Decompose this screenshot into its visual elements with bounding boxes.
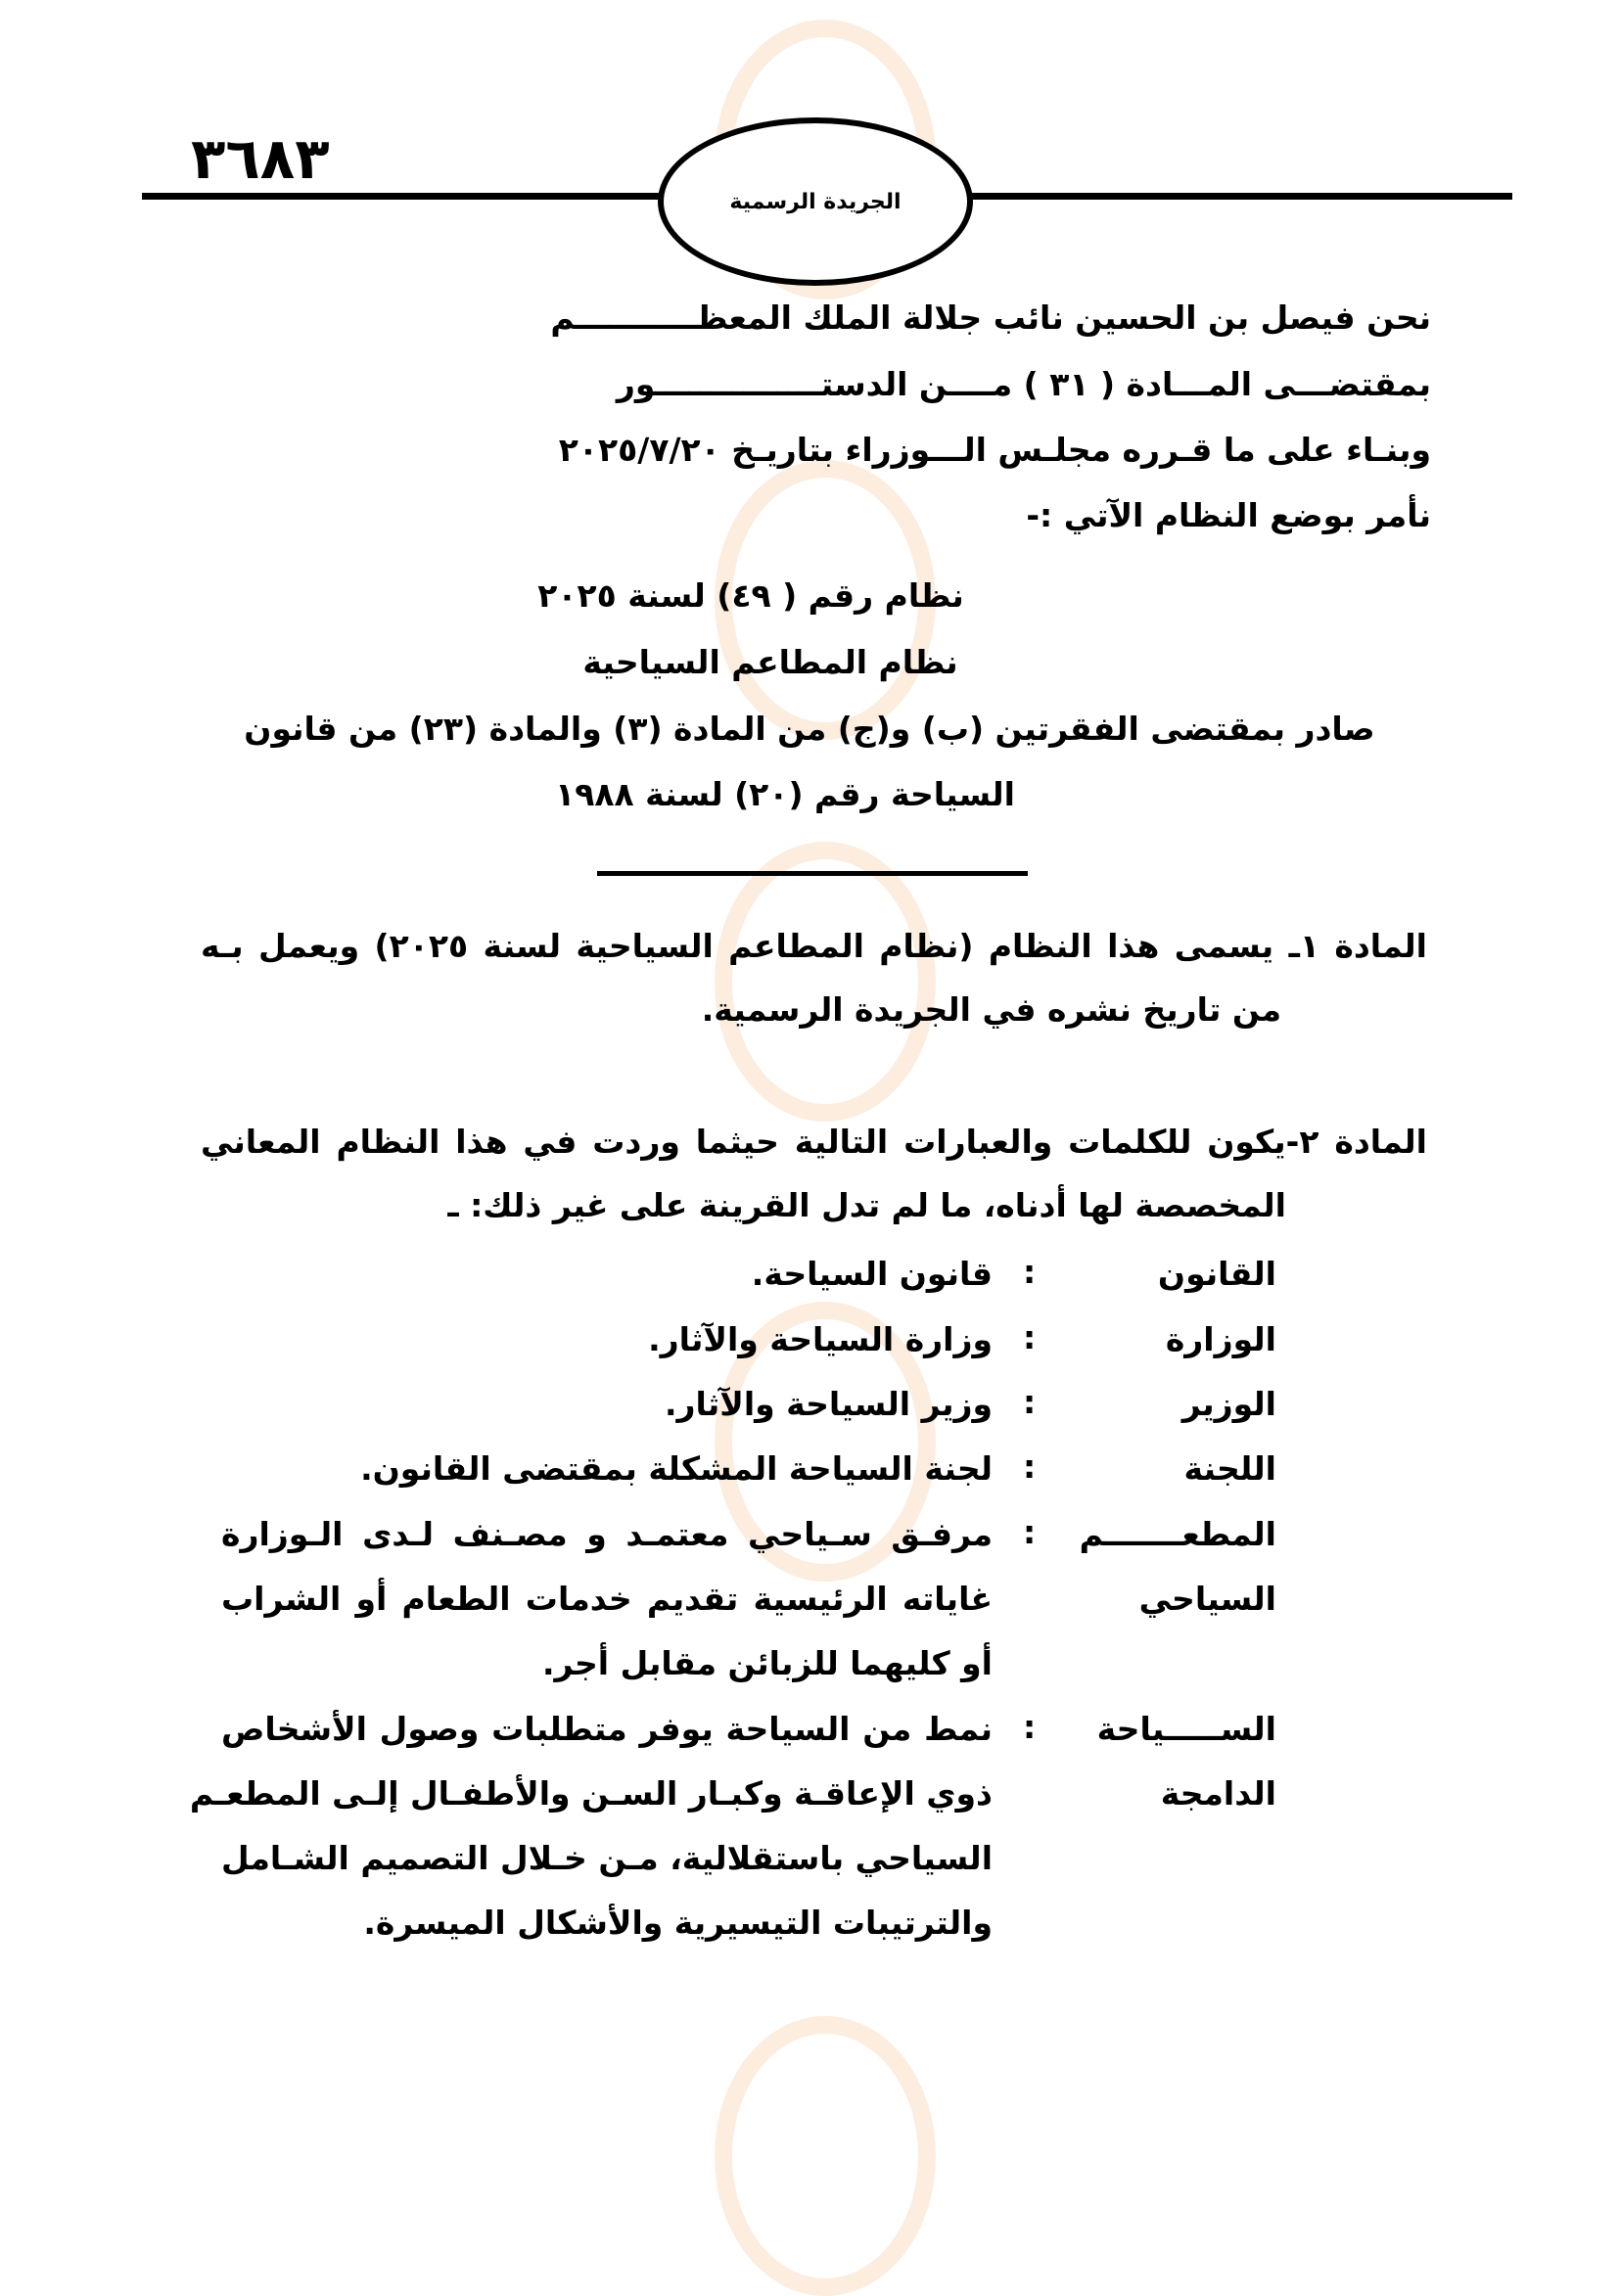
article-1-line <box>201 927 1427 965</box>
article-1-text: المادة ١ـ يسمى هذا النظام (نظام المطاعم السياحية لسنة ٢٠٢٥) ويعمل بـه <box>201 927 1427 965</box>
definition-text: والترتيبات التيسيرية والأشكال الميسرة. <box>363 1904 993 1942</box>
definition-text <box>221 1515 993 1553</box>
section-rule <box>597 871 1028 876</box>
definition-line: ذوي الإعاقـة وكبـار السـن والأطفـال إلـى المطعـم <box>189 1774 993 1813</box>
definition-text: أو كليهما للزبائن مقابل أجر. <box>541 1644 993 1682</box>
definition-text <box>221 1580 993 1618</box>
definition-line: غاياته الرئيسية تقديم خدمات الطعام أو الشراب <box>221 1580 993 1618</box>
watermark-clock <box>715 842 936 1122</box>
definition-term: القانون <box>1157 1255 1276 1293</box>
preamble-line: نحن فيصل بن الحسين نائب جلالة الملك المعظـــــــــــم <box>550 298 1431 337</box>
preamble-line: وبنـاء على ما قـرره مجلـس الـــوزراء بتاريـخ ٢٠٢٥/٧/٢٠ <box>558 431 1431 469</box>
definition-term: اللجنة <box>1183 1449 1276 1488</box>
preamble-line: نأمر بوضع النظام الآتي :- <box>1026 496 1431 534</box>
article-2-line: المخصصة لها أدناه، ما لم تدل القرينة على غير ذلك: ـ <box>447 1186 1286 1224</box>
gazette-label: الجريدة الرسمية <box>729 189 902 214</box>
definition-line: مرفـق سـياحي معتمـد و مصـنف لـدى الـوزارة <box>221 1515 993 1553</box>
regulation-title: نظام المطاعم السياحية <box>582 643 958 681</box>
watermark-clock <box>715 2016 936 2296</box>
definition-text <box>221 1839 993 1877</box>
definition-term: الوزير <box>1181 1385 1276 1423</box>
definition-colon: : <box>1023 1383 1037 1421</box>
definition-term: الدامجة <box>1160 1774 1276 1813</box>
definition-term: الوزارة <box>1165 1320 1276 1358</box>
article-1-line: من تاريخ نشره في الجريدة الرسمية. <box>701 990 1281 1029</box>
definition-colon: : <box>1023 1447 1037 1486</box>
definition-text: لجنة السياحة المشكلة بمقتضى القانون. <box>360 1449 993 1488</box>
definition-colon: : <box>1023 1708 1037 1746</box>
definition-text <box>189 1774 993 1813</box>
definition-colon: : <box>1023 1513 1037 1551</box>
definition-text: وزارة السياحة والآثار. <box>648 1320 993 1358</box>
article-2-line <box>201 1123 1427 1161</box>
definition-term: الســـــياحة <box>1096 1710 1276 1748</box>
definition-line: السياحي باستقلالية، مـن خـلال التصميم الشـامل <box>221 1839 993 1877</box>
definition-text: قانون السياحة. <box>751 1255 993 1293</box>
definition-text <box>221 1710 993 1748</box>
definition-line: نمط من السياحة يوفر متطلبات وصول الأشخاص <box>221 1710 993 1748</box>
definition-term: السياحي <box>1138 1580 1276 1618</box>
regulation-basis: السياحة رقم (٢٠) لسنة ١٩٨٨ <box>555 775 1015 813</box>
definition-term: المطعـــــــم <box>1079 1515 1276 1553</box>
gazette-seal <box>658 117 973 286</box>
preamble-line: بمقتضـــى المـــادة ( ٣١ ) مــــن الدستـــــــــــــــور <box>616 365 1431 403</box>
definition-colon: : <box>1023 1318 1037 1356</box>
page-number: ٣٦٨٣ <box>191 125 330 192</box>
article-2-text: المادة ٢-يكون للكلمات والعبارات التالية حيثما وردت في هذا النظام المعاني <box>201 1123 1427 1161</box>
definition-colon: : <box>1023 1253 1037 1291</box>
regulation-number: نظام رقم ( ٤٩) لسنة ٢٠٢٥ <box>537 576 964 615</box>
definition-text: وزير السياحة والآثار. <box>664 1385 993 1423</box>
regulation-basis: صادر بمقتضى الفقرتين (ب) و(ج) من المادة (٣) والمادة (٢٣) من قانون <box>244 710 1375 748</box>
